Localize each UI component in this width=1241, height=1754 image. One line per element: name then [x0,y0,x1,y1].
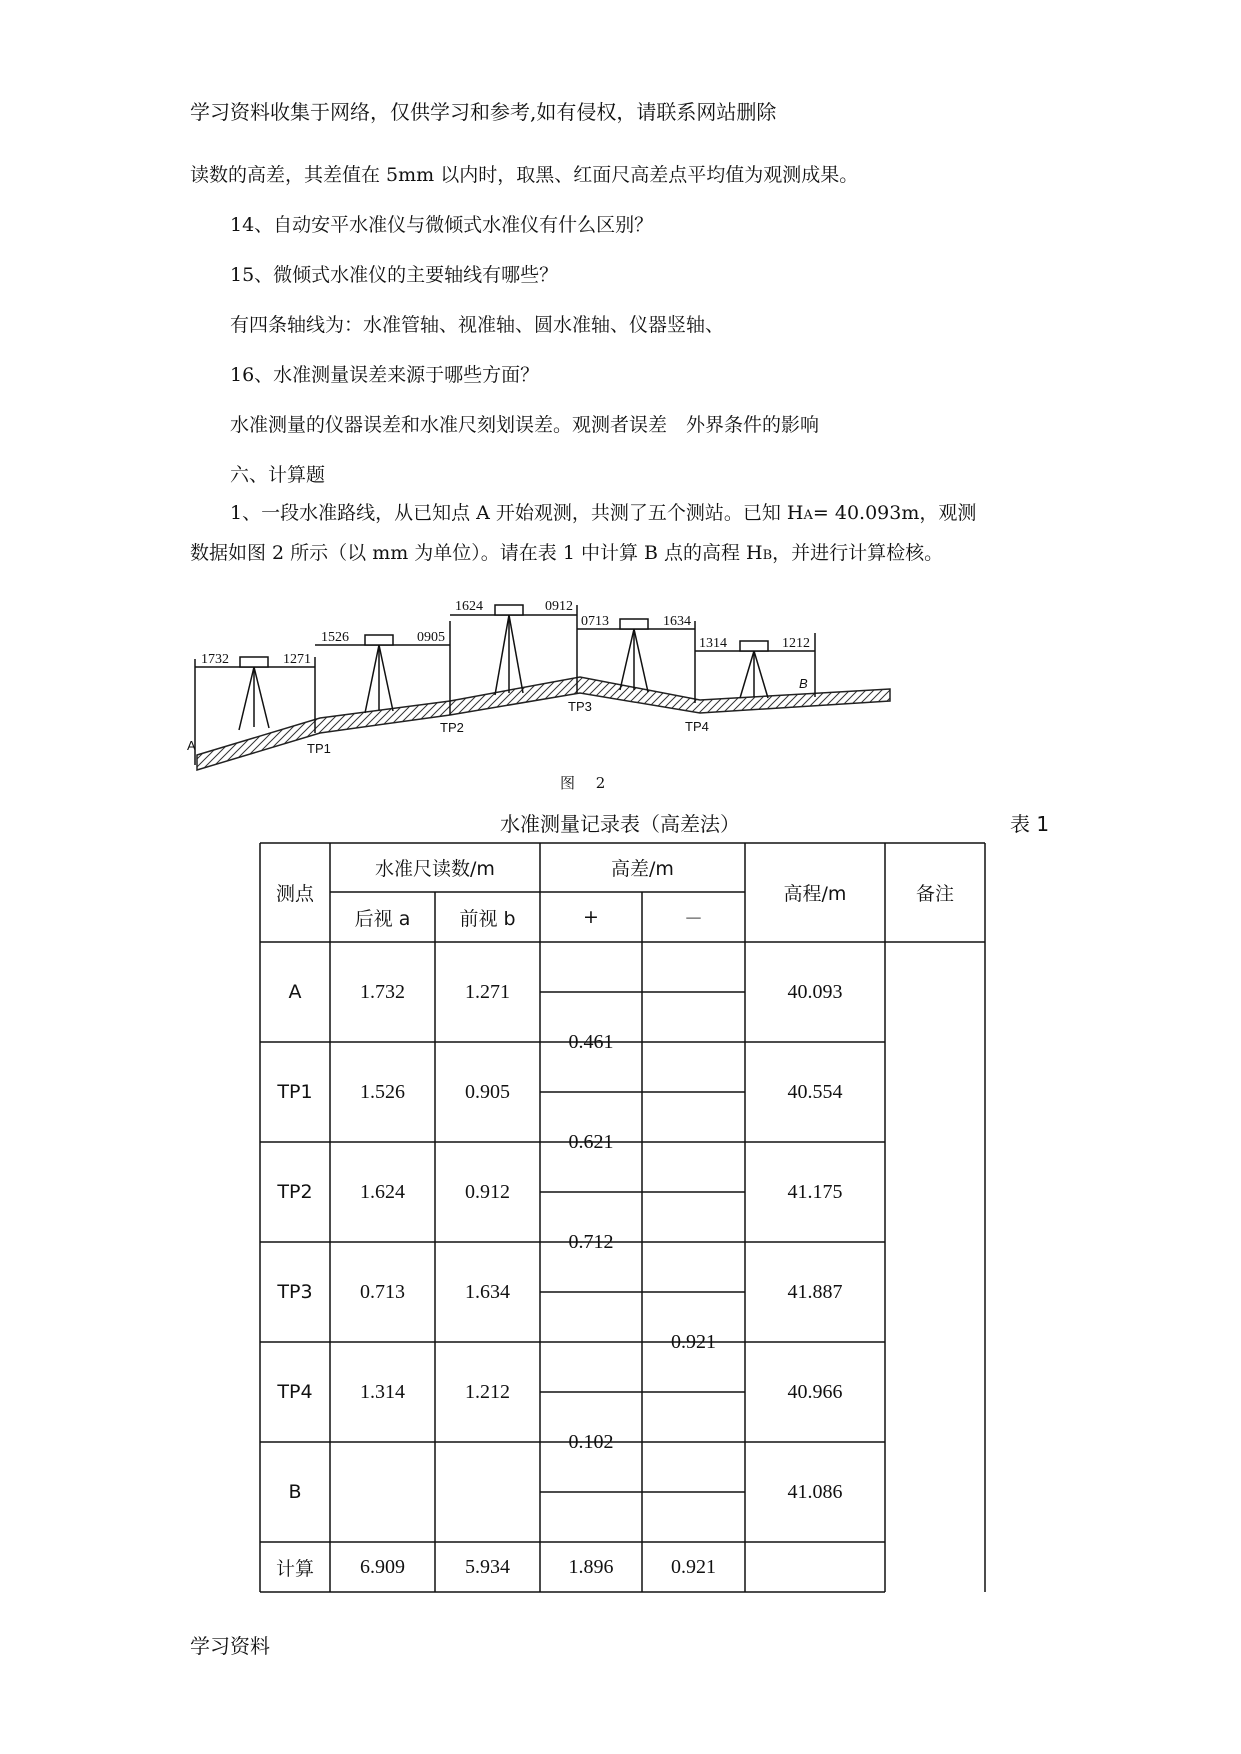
sum-plus: 1.896 [568,1555,614,1578]
page-header: 学习资料收集于网络，仅供学习和参考,如有侵权，请联系网站删除 [190,100,777,124]
reading-label: 0713 [581,614,609,629]
reading-label: 0905 [417,630,445,645]
diff-minus [642,1392,745,1492]
reading-label: 1526 [321,630,349,645]
answer-16: 水准测量的仪器误差和水准尺刻划误差。观测者误差 外界条件的影响 [230,414,820,436]
row-back: 1.526 [360,1080,405,1103]
problem-line-1: 1、一段水准路线，从已知点 A 开始观测，共测了五个测站。已知 HA= 40.093m，观测 [230,502,977,524]
header-elevation: 高程/m [783,883,847,905]
row-point: TP1 [277,1081,313,1103]
row-point: TP2 [277,1181,313,1203]
table-number: 表 1 [1010,812,1050,836]
question-14: 14、自动安平水准仪与微倾式水准仪有什么区别？ [230,214,654,236]
row-elevation: 40.093 [787,980,843,1003]
figure-caption: 图 2 [560,774,614,792]
point-label: TP2 [440,720,464,735]
diff-minus: 0.921 [671,1330,716,1353]
header-fore: 前视 b [459,907,516,930]
paragraph: 读数的高差，其差值在 5mm 以内时，取黑、红面尺高差点平均值为观测成果。 [190,164,859,186]
row-elevation: 41.175 [787,1180,843,1203]
reading-label: 0912 [545,599,573,614]
problem-line-2: 数据如图 2 所示（以 mm 为单位）。请在表 1 中计算 B 点的高程 HB，并进行计算检核。 [190,542,944,564]
header-plus: + [583,906,599,928]
diff-plus: 0.712 [568,1230,614,1253]
row-elevation: 40.554 [787,1080,843,1103]
reading-label: 1624 [455,599,483,614]
point-label: B [799,676,808,691]
row-point: TP4 [277,1381,313,1403]
point-label: TP3 [568,699,592,714]
point-label: TP4 [685,719,709,734]
diff-minus [642,992,745,1092]
question-16: 16、水准测量误差来源于哪些方面？ [230,364,540,386]
sum-back: 6.909 [360,1555,405,1578]
reading-label: 1314 [699,636,727,651]
row-back: 1.624 [360,1180,405,1203]
point-label: TP1 [307,741,331,756]
diff-minus [642,1192,745,1292]
diff-plus [540,1292,642,1392]
row-back: 0.713 [360,1280,405,1303]
leveling-figure [187,585,920,765]
header-note: 备注 [915,883,954,905]
row-elevation: 41.086 [787,1480,843,1503]
header-reading: 水准尺读数/m [375,858,495,880]
reading-label: 1271 [283,652,311,667]
diff-plus: 0.102 [568,1430,614,1453]
point-label: A [187,738,196,753]
section-title: 六、计算题 [230,464,326,486]
row-fore [435,1442,540,1542]
row-point: TP3 [277,1281,313,1303]
page-footer: 学习资料 [190,1634,270,1658]
diff-plus: 0.461 [568,1030,614,1053]
row-elevation: 40.966 [787,1380,843,1403]
header-minus: － [683,907,703,930]
diff-minus [642,1092,745,1192]
sum-minus: 0.921 [671,1555,716,1578]
reading-label: 1732 [201,652,229,667]
sum-fore: 5.934 [465,1555,510,1578]
question-15: 15、微倾式水准仪的主要轴线有哪些？ [230,264,559,286]
row-elevation: 41.887 [787,1280,843,1303]
row-fore: 1.271 [465,980,510,1003]
row-point: A [288,981,302,1003]
header-diff: 高差/m [611,858,674,880]
diff-plus: 0.621 [568,1130,614,1153]
row-fore: 0.912 [465,1180,510,1203]
row-back: 1.732 [360,980,405,1003]
row-fore: 0.905 [465,1080,510,1103]
row-back: 1.314 [360,1380,405,1403]
answer-15: 有四条轴线为：水准管轴、视准轴、圆水准轴、仪器竖轴、 [230,314,725,336]
row-back [330,1442,435,1542]
reading-label: 1634 [663,614,691,629]
header-point: 测点 [275,883,314,905]
row-point: B [288,1481,302,1503]
row-fore: 1.212 [465,1380,510,1403]
ground [197,677,890,770]
row-fore: 1.634 [465,1280,510,1303]
table-title: 水准测量记录表（高差法） [500,812,740,836]
sum-label: 计算 [275,1557,314,1580]
header-back: 后视 a [354,907,411,930]
reading-label: 1212 [782,636,810,651]
